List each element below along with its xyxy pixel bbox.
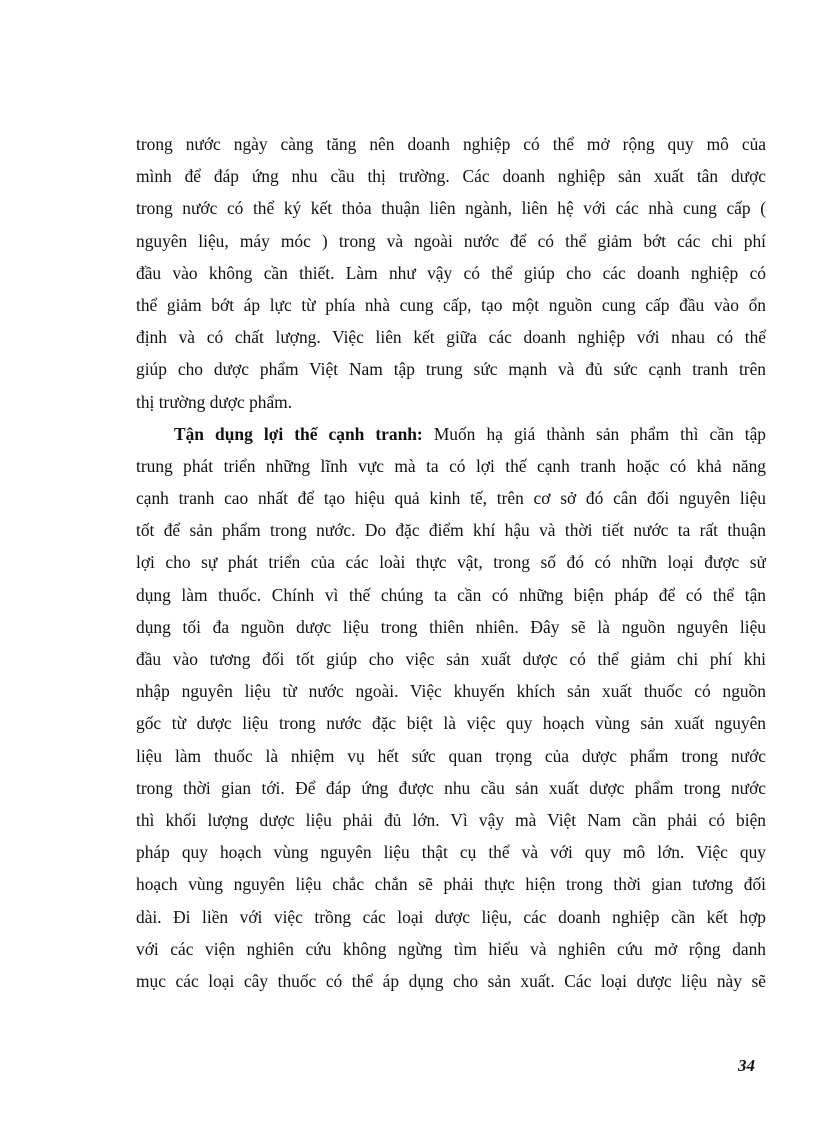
- text-line: pháp quy hoạch vùng nguyên liệu thật cụ thể và với quy mô lớn. Việc quy: [136, 842, 766, 863]
- text-line: thể giảm bớt áp lực từ phía nhà cung cấp, tạo một nguồn cung cấp đầu vào ổn: [136, 294, 766, 315]
- text-line: dụng tối đa nguồn dược liệu trong thiên nhiên. Đây sẽ là nguồn nguyên liệu: [136, 616, 766, 637]
- text-line: định và có chất lượng. Việc liên kết giữa các doanh nghiệp với nhau có thể: [136, 327, 766, 348]
- paragraph-heading: Tận dụng lợi thế cạnh tranh:: [174, 423, 423, 444]
- text-line: nguyên liệu, máy móc ) trong và ngoài nước để có thể giảm bớt các chi phí: [136, 230, 766, 251]
- paragraph-supplier-linkage: [136, 128, 766, 418]
- text-line: mình để đáp ứng nhu cầu thị trường. Các doanh nghiệp sản xuất tân dược: [136, 166, 766, 187]
- body-text: [136, 128, 766, 997]
- text-line: gốc từ dược liệu trong nước đặc biệt là việc quy hoạch vùng sản xuất nguyên: [136, 713, 766, 734]
- text-line: trong thời gian tới. Để đáp ứng được nhu cầu sản xuất dược phẩm trong nước: [136, 777, 766, 798]
- text-line: thị trường dược phẩm.: [136, 391, 293, 412]
- text-line: đầu vào tương đối tốt giúp cho việc sản xuất dược có thể giảm chi phí khi: [136, 649, 766, 669]
- text-line: với các viện nghiên cứu không ngừng tìm hiểu và nghiên cứu mở rộng danh: [136, 938, 766, 959]
- text-line: tốt để sản phẩm trong nước. Do đặc điểm khí hậu và thời tiết nước ta rất thuận: [136, 520, 766, 541]
- text-line: nhập nguyên liệu từ nước ngoài. Việc khuyến khích sản xuất thuốc có nguồn: [136, 681, 766, 702]
- text-line: trong nước ngày càng tăng nên doanh nghiệp có thể mở rộng quy mô của: [136, 134, 766, 154]
- text-line: mục các loại cây thuốc có thể áp dụng cho sản xuất. Các loại dược liệu này sẽ: [136, 970, 766, 991]
- text-line: cạnh tranh cao nhất để tạo hiệu quả kinh tế, trên cơ sở đó cân đối nguyên liệu: [136, 488, 766, 509]
- page-number: 34: [738, 1056, 755, 1075]
- text-line: dụng làm thuốc. Chính vì thế chúng ta cần có những biện pháp để có thể tận: [136, 584, 766, 605]
- text-line: thì khối lượng dược liệu phải đủ lớn. Vì vậy mà Việt Nam cần phải có biện: [136, 809, 766, 830]
- text-line: liệu làm thuốc là nhiệm vụ hết sức quan trọng của dược phẩm trong nước: [136, 745, 766, 766]
- text-line: hoạch vùng nguyên liệu chắc chắn sẽ phải thực hiện trong thời gian tương đối: [136, 874, 766, 895]
- text-line: dài. Đi liền với việc trồng các loại dược liệu, các doanh nghiệp cần kết hợp: [136, 906, 766, 927]
- text-line: trong nước có thể ký kết thỏa thuận liên ngành, liên hệ với các nhà cung cấp (: [136, 198, 766, 219]
- text-line: lợi cho sự phát triển của các loài thực vật, trong số đó có nhữn loại được sử: [136, 552, 766, 573]
- paragraph-first-line: [136, 418, 766, 450]
- text-line: trung phát triển những lĩnh vực mà ta có lợi thế cạnh tranh hoặc có khả năng: [136, 455, 766, 476]
- paragraph-competitive-advantage: [136, 418, 766, 997]
- first-line-text: Muốn hạ giá thành sản phẩm thì cần tập: [422, 423, 766, 444]
- text-line: giúp cho dược phẩm Việt Nam tập trung sức mạnh và đủ sức cạnh tranh trên: [136, 359, 766, 380]
- text-line: đầu vào không cần thiết. Làm như vậy có thể giúp cho các doanh nghiệp có: [136, 262, 766, 283]
